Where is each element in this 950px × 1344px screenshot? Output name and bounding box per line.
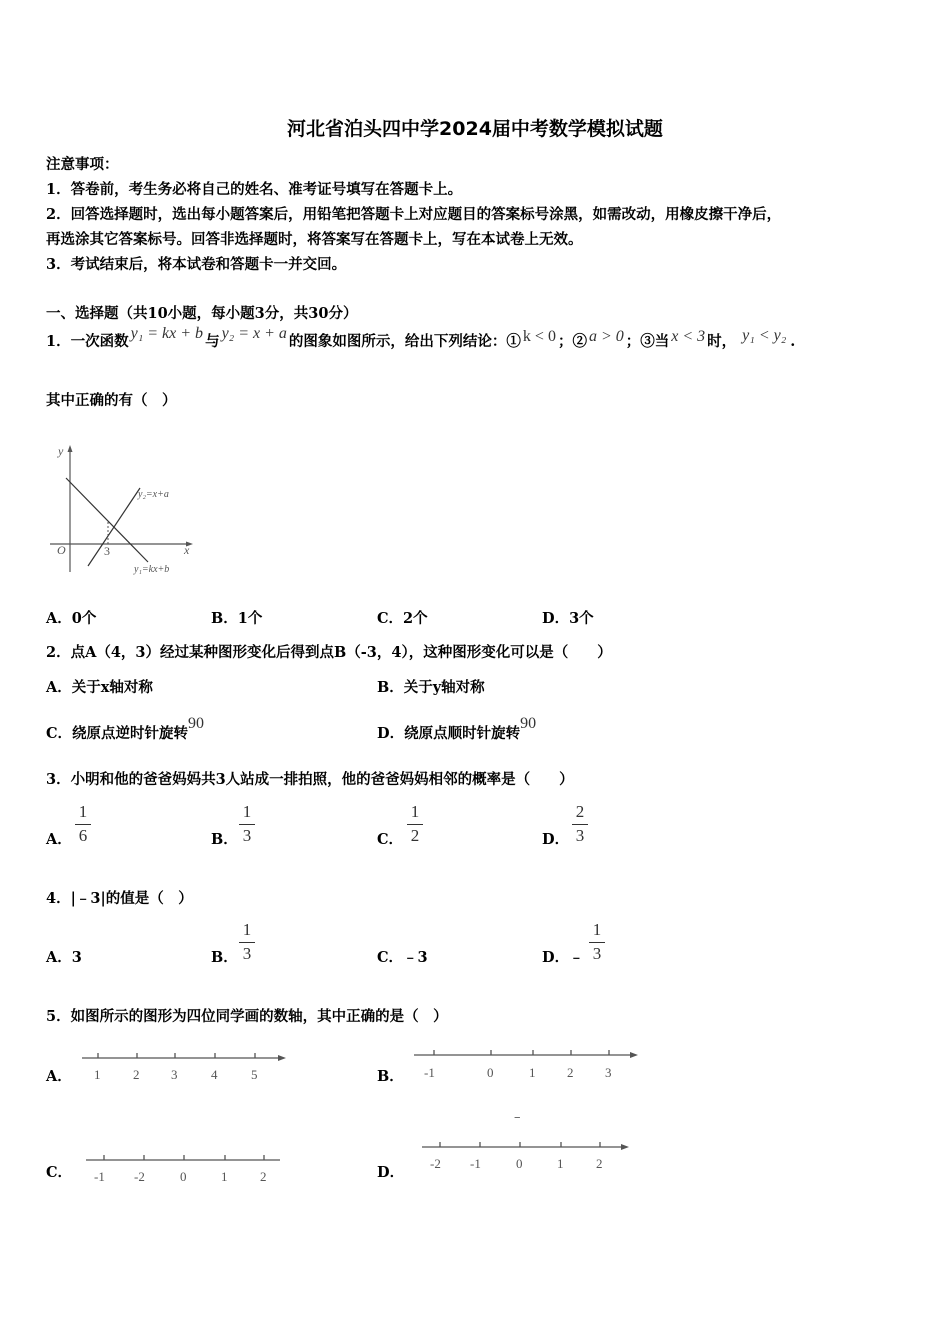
q3-option-d-label: D．	[542, 831, 570, 848]
question-4-stem: 4．|﹣3|的值是（ ）	[46, 890, 193, 907]
tick-label: 4	[211, 1067, 218, 1082]
q4-d-numerator: 1	[592, 920, 602, 939]
tick-label: -1	[424, 1065, 435, 1080]
q1-text-4: ；②	[557, 333, 587, 350]
q2-option-a: A．关于x轴对称	[46, 679, 153, 696]
q2-option-d-text: D．绕原点顺时针旋转	[377, 725, 521, 742]
axis-ticks-b	[434, 1050, 609, 1055]
tick-label: 2	[567, 1065, 574, 1080]
q1-formula-x: x < 3	[671, 328, 706, 345]
q3-option-a-fraction	[75, 802, 91, 846]
tick-label: 2	[596, 1156, 603, 1171]
q3-option-d-fraction	[572, 802, 588, 846]
notice-item-2-cont: 再选涂其它答案标号。回答非选择题时，将答案写在答题卡上，写在本试卷上无效。	[46, 231, 583, 248]
q3-a-denominator: 6	[78, 826, 88, 845]
q5-option-d-label: D．	[377, 1164, 405, 1181]
tick-label: 2	[133, 1067, 140, 1082]
q1-text-7: .	[790, 333, 796, 350]
q1-text-1: 1．一次函数	[46, 333, 129, 350]
label-y: y	[58, 444, 64, 458]
q3-a-numerator: 1	[78, 802, 88, 821]
q1-option-a: A．0个	[46, 610, 97, 627]
q1-formula-compare: y₁ < y₂	[742, 327, 787, 344]
label-origin: O	[57, 543, 66, 557]
label-x: x	[184, 543, 190, 557]
tick-label: 1	[221, 1169, 228, 1184]
tick-label: -1	[470, 1156, 481, 1171]
q5-number-line-c	[84, 1152, 284, 1192]
q3-option-c-label: C．	[377, 831, 404, 848]
page-title: 河北省泊头四中学2024届中考数学模拟试题	[287, 118, 663, 140]
section-heading: 一、选择题（共10小题，每小题3分，共30分）	[46, 305, 358, 322]
tick-label: -1	[94, 1169, 105, 1184]
q2-option-b: B．关于y轴对称	[377, 679, 485, 696]
question-3-stem: 3．小明和他的爸爸妈妈共3人站成一排拍照，他的爸爸妈妈相邻的概率是（ ）	[46, 771, 574, 788]
q5-option-a-label: A．	[46, 1068, 72, 1085]
label-line-y2: y₂=x+a	[138, 489, 169, 500]
tick-label: 3	[605, 1065, 612, 1080]
label-three: 3	[104, 544, 110, 558]
q3-d-numerator: 2	[575, 802, 585, 821]
q1-text-2: 与	[205, 333, 220, 350]
q3-c-numerator: 1	[410, 802, 420, 821]
axis-arrow-b	[630, 1052, 638, 1058]
q4-option-c: C．﹣3	[377, 949, 428, 966]
q2-option-d-degree: 90	[520, 715, 537, 732]
q5-number-line-d	[418, 1138, 633, 1178]
notice-item-2: 2．回答选择题时，选出每小题答案后，用铅笔把答题卡上对应题目的答案标号涂黑，如需改动，用橡皮擦干净后，	[46, 206, 782, 223]
q1-text-6: 时，	[707, 333, 737, 350]
stray-dash: –	[514, 1110, 521, 1125]
q1-formula-a: a > 0	[588, 328, 624, 345]
q3-option-c-fraction	[407, 802, 423, 846]
q1-graph-figure	[48, 442, 198, 577]
notice-item-3: 3．考试结束后，将本试卷和答题卡一并交回。	[46, 256, 347, 273]
q3-b-numerator: 1	[242, 802, 252, 821]
q3-option-a-label: A．	[46, 831, 72, 848]
q4-option-d-label: D．﹣	[542, 949, 584, 966]
q2-option-c-text: C．绕原点逆时针旋转	[46, 725, 189, 742]
q2-option-c-degree: 90	[188, 715, 205, 732]
axis-arrow-d	[621, 1144, 629, 1150]
question-2-stem: 2．点A（4，3）经过某种图形变化后得到点B（-3，4），这种图形变化可以是（ ）	[46, 644, 612, 661]
tick-label: -2	[430, 1156, 441, 1171]
q1-formula-y1: y₁ = kx + b	[130, 325, 204, 342]
q1-option-d: D．3个	[542, 610, 594, 627]
tick-label: 2	[260, 1169, 267, 1184]
q4-option-b-fraction	[239, 920, 255, 964]
tick-label: -2	[134, 1169, 145, 1184]
q1-formula-y2: y₂ = x + a	[221, 325, 287, 342]
label-line-y1: y₁=kx+b	[134, 564, 170, 575]
tick-label: 5	[251, 1067, 258, 1082]
tick-label: 1	[529, 1065, 536, 1080]
q4-b-numerator: 1	[242, 920, 252, 939]
y-axis-arrow	[68, 445, 73, 452]
tick-label: 1	[94, 1067, 101, 1082]
question-1-stem	[46, 325, 796, 360]
q5-option-b-label: B．	[377, 1068, 404, 1085]
q3-b-denominator: 3	[242, 826, 252, 845]
q3-option-b-fraction	[239, 802, 255, 846]
q2-option-c	[46, 712, 205, 742]
q3-option-b-label: B．	[211, 831, 238, 848]
tick-label: 3	[171, 1067, 178, 1082]
q5-number-line-b	[410, 1045, 640, 1085]
q4-option-a: A．3	[46, 949, 82, 966]
question-1-prompt: 其中正确的有（ ）	[46, 392, 177, 409]
axis-ticks-a	[98, 1053, 255, 1058]
axis-ticks-d	[440, 1142, 600, 1147]
q1-option-b: B．1个	[211, 610, 263, 627]
q1-text-3: 的图象如图所示，给出下列结论：①	[288, 333, 521, 350]
line-y2	[88, 488, 140, 566]
q4-option-d-fraction	[589, 920, 605, 964]
q5-number-line-a	[80, 1048, 290, 1088]
notice-heading: 注意事项：	[46, 156, 119, 173]
q4-option-b-label: B．	[211, 949, 238, 966]
tick-label: 0	[180, 1169, 187, 1184]
tick-label: 0	[487, 1065, 494, 1080]
notice-item-1: 1．答卷前，考生务必将自己的姓名、准考证号填写在答题卡上。	[46, 181, 463, 198]
q2-option-d	[377, 712, 537, 742]
q3-c-denominator: 2	[410, 826, 420, 845]
q4-d-denominator: 3	[592, 944, 602, 963]
axis-arrow-a	[278, 1055, 286, 1061]
q1-text-5: ；③当	[625, 333, 670, 350]
q3-d-denominator: 3	[575, 826, 585, 845]
tick-label: 1	[557, 1156, 564, 1171]
axis-ticks-c	[104, 1155, 264, 1160]
q1-formula-k: k < 0	[522, 328, 556, 345]
q1-option-c: C．2个	[377, 610, 428, 627]
question-5-stem: 5．如图所示的图形为四位同学画的数轴，其中正确的是（ ）	[46, 1008, 448, 1025]
q4-b-denominator: 3	[242, 944, 252, 963]
tick-label: 0	[516, 1156, 523, 1171]
q5-option-c-label: C．	[46, 1164, 73, 1181]
